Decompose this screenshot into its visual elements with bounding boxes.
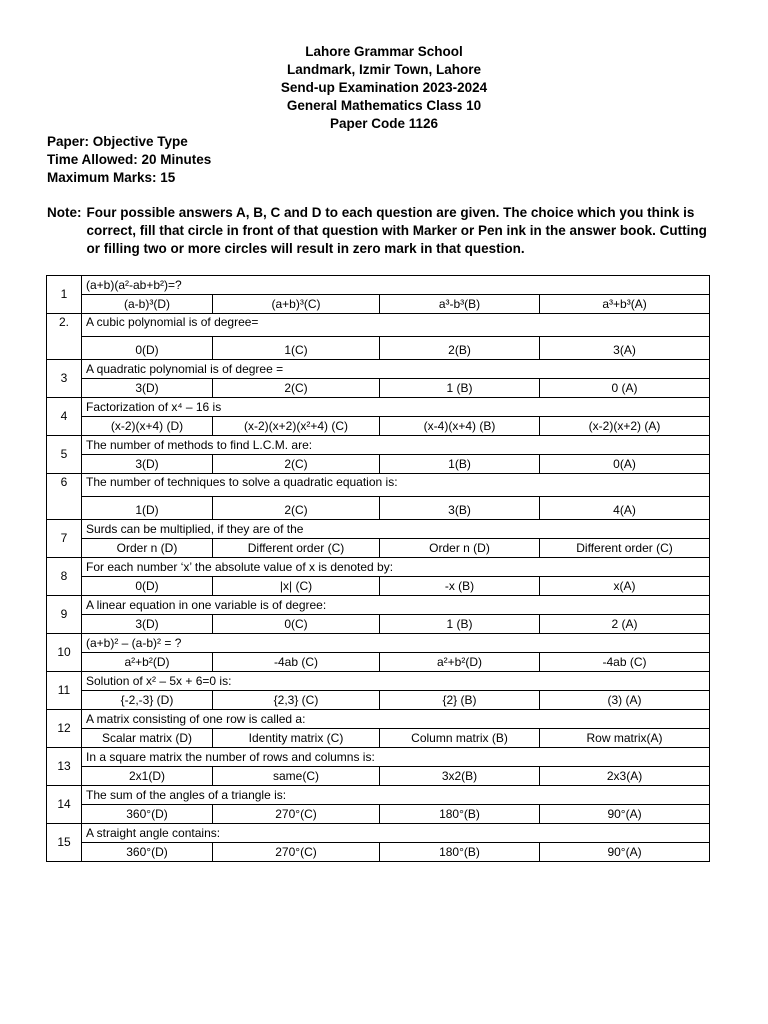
maximum-marks: Maximum Marks: 15 bbox=[47, 170, 176, 185]
option-a: Different order (C) bbox=[540, 539, 710, 558]
options-row bbox=[47, 539, 710, 558]
option-a: 90°(A) bbox=[540, 843, 710, 862]
question-row bbox=[47, 634, 710, 653]
paper-type: Paper: Objective Type bbox=[47, 134, 188, 149]
note-text: Four possible answers A, B, C and D to each question are given. The choice which you think is correct, fill that circle in front of that question with Marker or Pen ink in the answer book. Cutting or filling two or more circles will result in zero mark in that question. bbox=[86, 205, 707, 256]
option-c: Identity matrix (C) bbox=[213, 729, 380, 748]
option-c: 0(C) bbox=[213, 615, 380, 634]
question-text: (a+b)(a²-ab+b²)=? bbox=[82, 276, 710, 295]
option-b: 3x2(B) bbox=[380, 767, 540, 786]
question-text: The number of techniques to solve a quadratic equation is: bbox=[82, 474, 710, 497]
question-number: 8 bbox=[47, 558, 82, 596]
option-a: -4ab (C) bbox=[540, 653, 710, 672]
question-text: A matrix consisting of one row is called a: bbox=[82, 710, 710, 729]
question-row bbox=[47, 436, 710, 455]
question-row bbox=[47, 558, 710, 577]
option-b: 1 (B) bbox=[380, 379, 540, 398]
options-row bbox=[47, 653, 710, 672]
option-c: 2(C) bbox=[213, 455, 380, 474]
option-c: 2(C) bbox=[213, 379, 380, 398]
question-number: 6 bbox=[47, 474, 82, 520]
question-number: 5 bbox=[47, 436, 82, 474]
question-text: Surds can be multiplied, if they are of the bbox=[82, 520, 710, 539]
option-d: Scalar matrix (D) bbox=[82, 729, 213, 748]
question-row bbox=[47, 672, 710, 691]
option-a: Row matrix(A) bbox=[540, 729, 710, 748]
question-number: 10 bbox=[47, 634, 82, 672]
options-row bbox=[47, 843, 710, 862]
option-b: -x (B) bbox=[380, 577, 540, 596]
question-text: A quadratic polynomial is of degree = bbox=[82, 360, 710, 379]
option-b: a³-b³(B) bbox=[380, 295, 540, 314]
option-d: 0(D) bbox=[82, 337, 213, 360]
question-number: 15 bbox=[47, 824, 82, 862]
question-text: For each number ‘x’ the absolute value of x is denoted by: bbox=[82, 558, 710, 577]
option-b: 3(B) bbox=[380, 497, 540, 520]
option-d: 360°(D) bbox=[82, 843, 213, 862]
question-row bbox=[47, 360, 710, 379]
option-c: 270°(C) bbox=[213, 843, 380, 862]
time-allowed: Time Allowed: 20 Minutes bbox=[47, 152, 212, 167]
question-text: A straight angle contains: bbox=[82, 824, 710, 843]
option-b: 180°(B) bbox=[380, 843, 540, 862]
school-name: Lahore Grammar School bbox=[305, 44, 463, 59]
question-row bbox=[47, 314, 710, 337]
option-c: (x-2)(x+2)(x²+4) (C) bbox=[213, 417, 380, 436]
option-c: (a+b)³(C) bbox=[213, 295, 380, 314]
option-c: 2(C) bbox=[213, 497, 380, 520]
option-a: 90°(A) bbox=[540, 805, 710, 824]
option-b: a²+b²(D) bbox=[380, 653, 540, 672]
question-number: 4 bbox=[47, 398, 82, 436]
option-a: 3(A) bbox=[540, 337, 710, 360]
exam-header bbox=[0, 43, 768, 133]
options-row bbox=[47, 497, 710, 520]
question-text: A linear equation in one variable is of degree: bbox=[82, 596, 710, 615]
paper-meta bbox=[47, 133, 211, 187]
option-b: 180°(B) bbox=[380, 805, 540, 824]
option-d: 2x1(D) bbox=[82, 767, 213, 786]
option-d: Order n (D) bbox=[82, 539, 213, 558]
paper-code: Paper Code 1126 bbox=[329, 116, 439, 131]
options-row bbox=[47, 417, 710, 436]
school-address: Landmark, Izmir Town, Lahore bbox=[286, 62, 482, 77]
option-b: 2(B) bbox=[380, 337, 540, 360]
exam-title: Send-up Examination 2023-2024 bbox=[280, 80, 488, 95]
question-row bbox=[47, 596, 710, 615]
options-row bbox=[47, 577, 710, 596]
question-number: 14 bbox=[47, 786, 82, 824]
option-d: a²+b²(D) bbox=[82, 653, 213, 672]
option-b: 1(B) bbox=[380, 455, 540, 474]
option-d: (a-b)³(D) bbox=[82, 295, 213, 314]
option-c: same(C) bbox=[213, 767, 380, 786]
question-row bbox=[47, 398, 710, 417]
option-d: 1(D) bbox=[82, 497, 213, 520]
question-number: 9 bbox=[47, 596, 82, 634]
option-c: {2,3} (C) bbox=[213, 691, 380, 710]
option-c: -4ab (C) bbox=[213, 653, 380, 672]
options-row bbox=[47, 337, 710, 360]
question-number: 2. bbox=[47, 314, 82, 360]
question-text: Factorization of x⁴ – 16 is bbox=[82, 398, 710, 417]
option-d: (x-2)(x+4) (D) bbox=[82, 417, 213, 436]
option-a: (3) (A) bbox=[540, 691, 710, 710]
question-row bbox=[47, 520, 710, 539]
option-a: a³+b³(A) bbox=[540, 295, 710, 314]
question-number: 13 bbox=[47, 748, 82, 786]
option-b: Column matrix (B) bbox=[380, 729, 540, 748]
option-d: 0(D) bbox=[82, 577, 213, 596]
option-b: {2} (B) bbox=[380, 691, 540, 710]
question-number: 3 bbox=[47, 360, 82, 398]
option-a: 0(A) bbox=[540, 455, 710, 474]
option-a: 4(A) bbox=[540, 497, 710, 520]
question-number: 7 bbox=[47, 520, 82, 558]
question-row bbox=[47, 276, 710, 295]
question-row bbox=[47, 710, 710, 729]
option-c: Different order (C) bbox=[213, 539, 380, 558]
question-text: A cubic polynomial is of degree= bbox=[82, 314, 710, 337]
option-a: 2x3(A) bbox=[540, 767, 710, 786]
option-a: 0 (A) bbox=[540, 379, 710, 398]
option-a: x(A) bbox=[540, 577, 710, 596]
option-d: 360°(D) bbox=[82, 805, 213, 824]
question-text: In a square matrix the number of rows and columns is: bbox=[82, 748, 710, 767]
option-b: 1 (B) bbox=[380, 615, 540, 634]
options-row bbox=[47, 455, 710, 474]
question-number: 1 bbox=[47, 276, 82, 314]
subject-title: General Mathematics Class 10 bbox=[286, 98, 482, 113]
question-row bbox=[47, 748, 710, 767]
options-row bbox=[47, 805, 710, 824]
question-text: The number of methods to find L.C.M. are: bbox=[82, 436, 710, 455]
instructions-note bbox=[47, 204, 722, 258]
option-d: 3(D) bbox=[82, 615, 213, 634]
option-a: (x-2)(x+2) (A) bbox=[540, 417, 710, 436]
option-c: 1(C) bbox=[213, 337, 380, 360]
question-row bbox=[47, 786, 710, 805]
question-text: Solution of x² – 5x + 6=0 is: bbox=[82, 672, 710, 691]
option-d: 3(D) bbox=[82, 455, 213, 474]
question-row bbox=[47, 474, 710, 497]
question-text: (a+b)² – (a-b)² = ? bbox=[82, 634, 710, 653]
option-a: 2 (A) bbox=[540, 615, 710, 634]
option-b: (x-4)(x+4) (B) bbox=[380, 417, 540, 436]
note-label: Note: bbox=[47, 205, 82, 220]
option-d: 3(D) bbox=[82, 379, 213, 398]
options-row bbox=[47, 767, 710, 786]
option-c: |x| (C) bbox=[213, 577, 380, 596]
option-d: {-2,-3} (D) bbox=[82, 691, 213, 710]
question-number: 12 bbox=[47, 710, 82, 748]
questions-table bbox=[46, 275, 710, 862]
question-number: 11 bbox=[47, 672, 82, 710]
option-c: 270°(C) bbox=[213, 805, 380, 824]
options-row bbox=[47, 615, 710, 634]
options-row bbox=[47, 691, 710, 710]
options-row bbox=[47, 379, 710, 398]
options-row bbox=[47, 729, 710, 748]
options-row bbox=[47, 295, 710, 314]
option-b: Order n (D) bbox=[380, 539, 540, 558]
question-row bbox=[47, 824, 710, 843]
question-text: The sum of the angles of a triangle is: bbox=[82, 786, 710, 805]
